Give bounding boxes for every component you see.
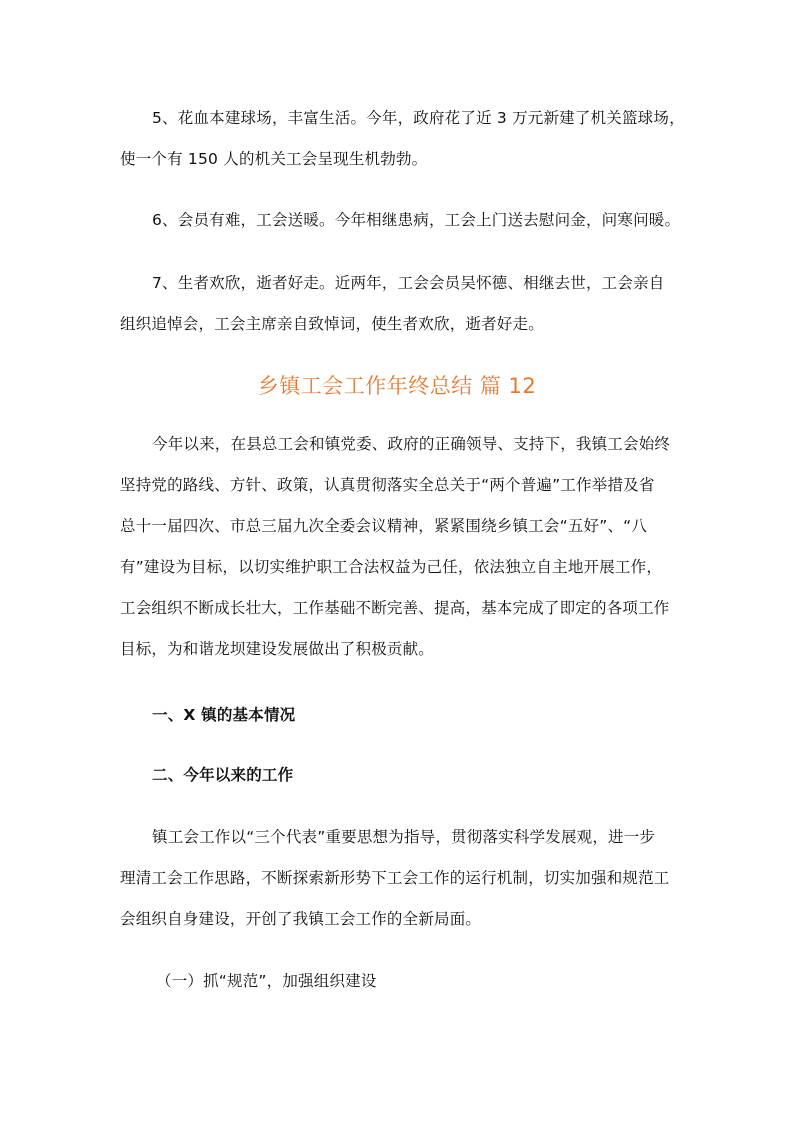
item-7-paragraph (120, 263, 680, 345)
item-5-line-2: 使一个有 150 人的机关工会呈现生机勃勃。 (120, 150, 428, 168)
work-paragraph (120, 817, 680, 940)
heading-1-text: 一、X 镇的基本情况 (152, 706, 296, 724)
heading-work-this-year (120, 755, 680, 796)
heading-basic-situation (120, 695, 680, 736)
item-5-paragraph (120, 98, 685, 180)
intro-line-2: 坚持党的路线、方针、政策，认真贯彻落实全总关于“两个普遍”工作举措及省 (120, 476, 655, 494)
item-6-paragraph (120, 200, 680, 241)
item-7-line-2: 组织追悼会，工会主席亲自致悼词，使生者欢欣，逝者好走。 (120, 315, 544, 333)
section-title: 乡镇工会工作年终总结 篇 12 (257, 374, 537, 398)
intro-line-3: 总十一届四次、市总三届九次全委会议精神，紧紧围绕乡镇工会“五好”、“八 (120, 517, 648, 535)
work-line-1: 镇工会工作以“三个代表”重要思想为指导，贯彻落实科学发展观，进一步 (152, 828, 656, 846)
item-6-line-1: 6、会员有难，工会送暖。今年相继患病，工会上门送去慰问金，问寒问暖。 (152, 211, 681, 229)
intro-line-1: 今年以来，在县总工会和镇党委、政府的正确领导、支持下，我镇工会始终 (152, 435, 671, 453)
heading-2-text: 二、今年以来的工作 (152, 766, 294, 784)
subheading-text: （一）抓“规范”，加强组织建设 (156, 972, 377, 990)
work-line-3: 会组织自身建设，开创了我镇工会工作的全新局面。 (120, 910, 482, 928)
work-line-2: 理清工会工作思路，不断探索新形势下工会工作的运行机制，切实加强和规范工 (120, 869, 670, 887)
intro-line-4: 有”建设为目标，以切实维护职工合法权益为己任，依法独立自主地开展工作， (120, 558, 663, 576)
item-5-line-1: 5、花血本建球场，丰富生活。今年，政府花了近 3 万元新建了机关篮球场， (152, 109, 685, 127)
item-7-line-1: 7、生者欢欣，逝者好走。近两年，工会会员吴怀德、相继去世，工会亲自 (152, 274, 665, 292)
intro-line-6: 目标，为和谐龙坝建设发展做出了积极贡献。 (120, 640, 435, 658)
subheading-paragraph (120, 961, 680, 1002)
intro-paragraph (120, 424, 680, 670)
intro-line-5: 工会组织不断成长壮大，工作基础不断完善、提高，基本完成了即定的各项工作 (120, 599, 670, 617)
